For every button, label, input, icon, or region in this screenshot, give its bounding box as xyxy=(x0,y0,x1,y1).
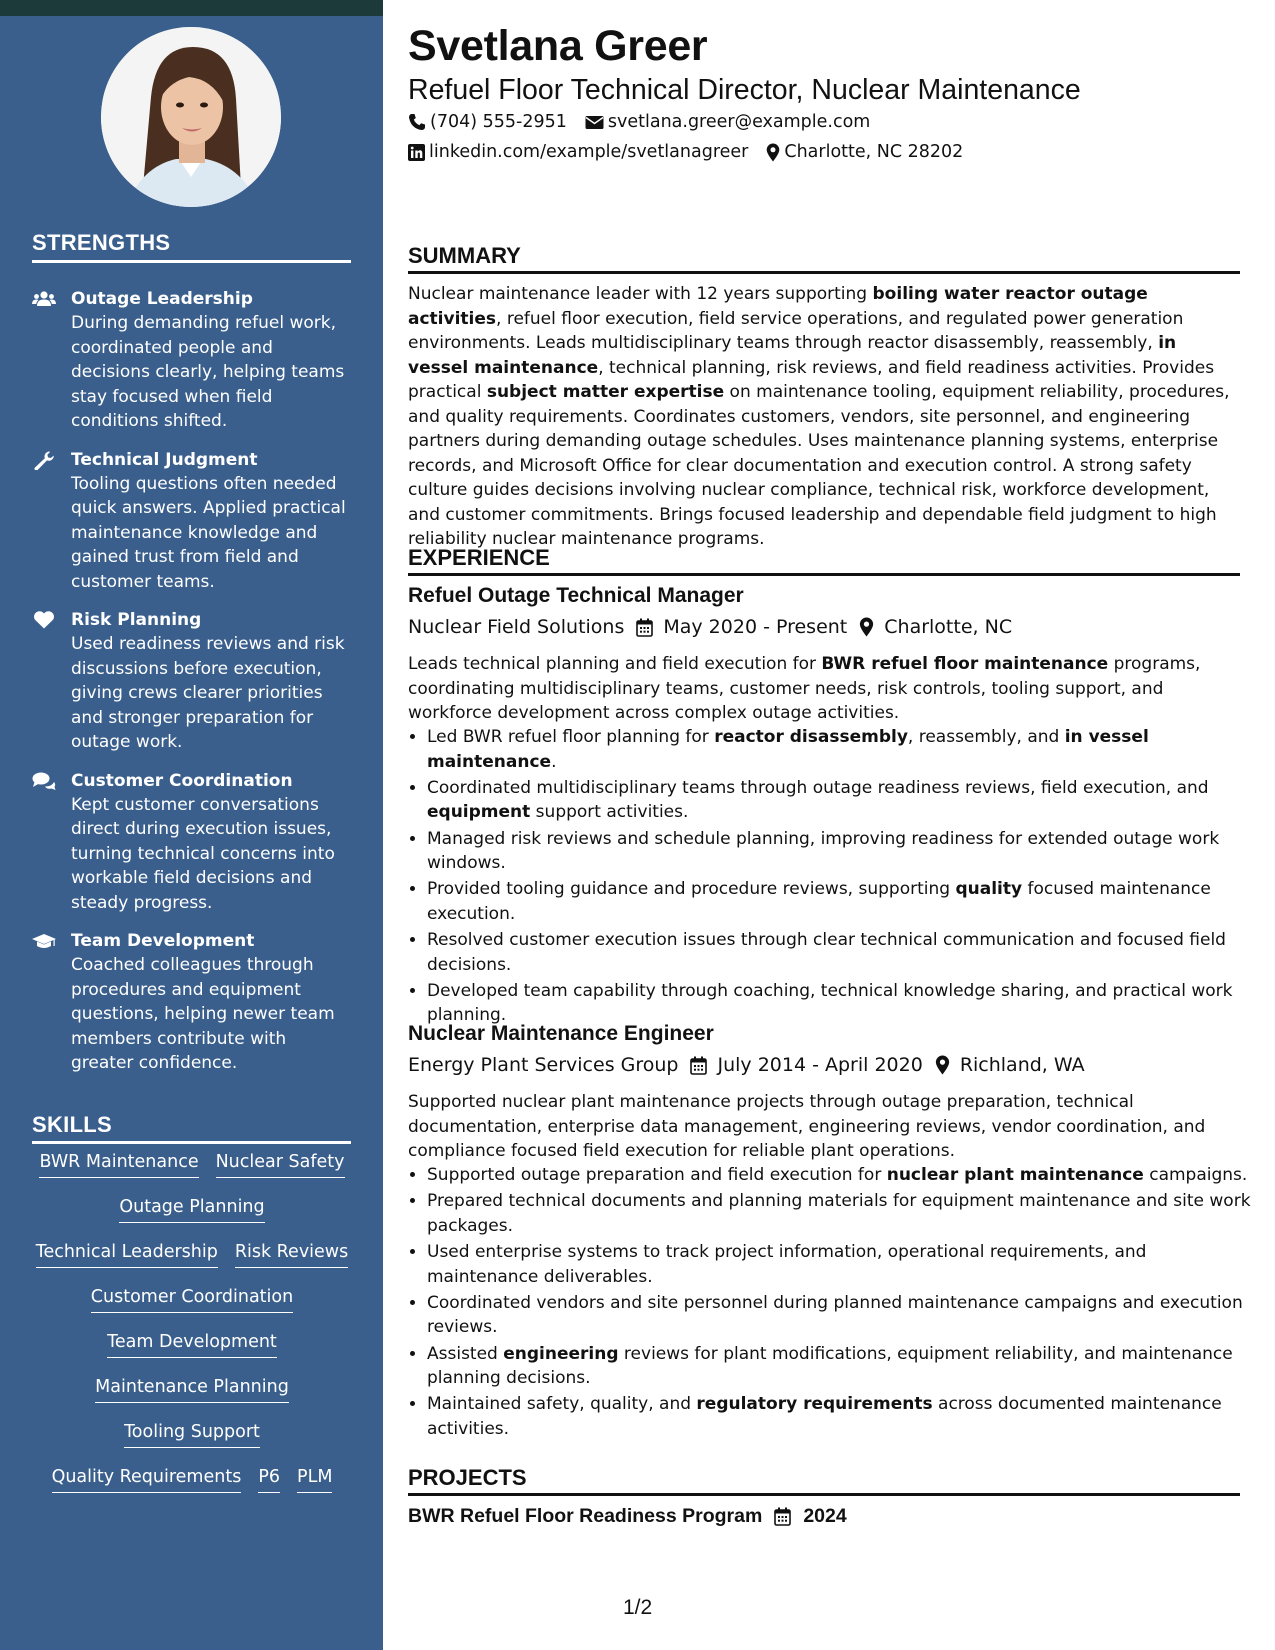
skill-row xyxy=(32,1465,352,1510)
strength-description: Tooling questions often needed quick answers. Applied practical maintenance knowledge and gained trust from field and customer teams. xyxy=(71,473,346,592)
project-item xyxy=(408,1505,847,1528)
skill-row xyxy=(32,1420,352,1465)
map-pin-icon xyxy=(935,1055,950,1075)
wrench-icon xyxy=(32,450,56,470)
graduation-cap-icon xyxy=(32,931,56,951)
location-text: Richland, WA xyxy=(959,1054,1085,1076)
calendar-icon xyxy=(636,618,653,637)
project-title: BWR Refuel Floor Readiness Program xyxy=(408,1505,763,1527)
linkedin-contact[interactable] xyxy=(408,142,748,162)
candidate-name: Svetlana Greer xyxy=(408,22,708,70)
phone-text: (704) 555-2951 xyxy=(430,112,567,132)
strength-item xyxy=(32,287,352,434)
skill-tag: Nuclear Safety xyxy=(216,1150,345,1178)
map-pin-icon xyxy=(766,143,780,162)
strength-title: Outage Leadership xyxy=(71,289,253,309)
location-contact xyxy=(766,142,963,162)
skills-list xyxy=(32,1150,352,1510)
job-intro: Supported nuclear plant maintenance projects through outage preparation, technical documentation, enterprise data management, engineering reviews, vendor coordination, and compliance focused field execution for reliable plant operations. xyxy=(408,1092,1206,1161)
bullet-item: • Coordinated vendors and site personnel during planned maintenance campaigns and execution reviews. xyxy=(427,1291,1259,1340)
strength-description: Coached colleagues through procedures and equipment questions, helping newer team members contribute with greater confidence. xyxy=(71,955,335,1073)
comments-icon xyxy=(32,771,56,791)
strengths-list xyxy=(32,287,352,1090)
page-number: 1/2 xyxy=(623,1596,653,1619)
skill-tag: BWR Maintenance xyxy=(39,1150,198,1178)
email-contact[interactable] xyxy=(585,112,870,132)
strengths-heading: STRENGTHS xyxy=(32,230,171,255)
skill-tag: Quality Requirements xyxy=(52,1465,242,1493)
skill-tag: Technical Leadership xyxy=(36,1240,218,1268)
skill-tag: Outage Planning xyxy=(119,1195,264,1223)
projects-heading: PROJECTS xyxy=(408,1465,527,1490)
bullet-item: • Managed risk reviews and schedule planning, improving readiness for extended outage work windows. xyxy=(427,827,1259,876)
skill-tag: Team Development xyxy=(107,1330,277,1358)
skill-tag: P6 xyxy=(258,1465,280,1493)
bullet-item: • Provided tooling guidance and procedure reviews, supporting quality focused maintenance execution. xyxy=(427,877,1259,926)
company-name: Nuclear Field Solutions xyxy=(408,616,625,638)
linkedin-text[interactable]: linkedin.com/example/svetlanagreer xyxy=(429,142,749,162)
skill-row xyxy=(32,1240,352,1285)
skill-tag: Tooling Support xyxy=(124,1420,260,1448)
email-text[interactable]: svetlana.greer@example.com xyxy=(607,112,871,132)
skill-tag: PLM xyxy=(297,1465,332,1493)
projects-divider xyxy=(408,1493,1240,1496)
bullet-item: • Developed team capability through coaching, technical knowledge sharing, and practical work planning. xyxy=(427,979,1259,1028)
strength-title: Customer Coordination xyxy=(71,770,293,791)
summary-text: Nuclear maintenance leader with 12 years supporting boiling water reactor outage activities, refuel floor execution, field service operations, and regulated power generation environments. Leads multidisciplinary teams through reactor disassembly, reassembly, in vessel maintenance, technical planning, risk reviews, and field readiness activities. Provides practical subject matter expertise on maintenance tooling, equipment reliability, procedures, and quality requirements. Coordinates customers, vendors, site personnel, and engineering partners during demanding outage schedules. Uses maintenance planning systems, enterprise records, and Microsoft Office for clear documentation and execution control. A strong safety culture guides decisions involving nuclear compliance, technical risk, workforce development, and customer commitments. Brings focused leadership and dependable field judgment to high reliability nuclear maintenance programs. xyxy=(408,284,1230,549)
candidate-role: Refuel Floor Technical Director, Nuclear Maintenance xyxy=(408,74,1081,106)
dates-text: July 2014 - April 2020 xyxy=(717,1054,923,1076)
summary-divider xyxy=(408,271,1240,274)
skills-divider xyxy=(32,1141,351,1144)
strength-item xyxy=(32,929,352,1076)
linkedin-icon xyxy=(408,144,425,161)
bullet-item: • Used enterprise systems to track project information, operational requirements, and maintenance deliverables. xyxy=(427,1240,1259,1289)
bullet-item: • Supported outage preparation and field execution for nuclear plant maintenance campaigns. xyxy=(427,1163,1259,1188)
sidebar-top-bar xyxy=(0,0,383,16)
skill-tag: Maintenance Planning xyxy=(95,1375,289,1403)
skill-row xyxy=(32,1330,352,1375)
skill-row xyxy=(32,1285,352,1330)
strength-title: Risk Planning xyxy=(71,610,202,630)
company-name: Energy Plant Services Group xyxy=(408,1054,679,1076)
project-year: 2024 xyxy=(803,1505,847,1527)
heart-icon xyxy=(32,610,56,630)
location-text: Charlotte, NC xyxy=(884,616,1013,638)
phone-contact xyxy=(408,112,567,132)
profile-photo xyxy=(101,27,281,207)
job-title: Nuclear Maintenance Engineer xyxy=(408,1022,714,1045)
job-dates xyxy=(636,616,847,638)
contact-row xyxy=(408,112,870,132)
bullet-item: • Assisted engineering reviews for plant modifications, equipment reliability, and maintenance planning decisions. xyxy=(427,1342,1259,1391)
users-icon xyxy=(32,289,56,309)
skill-row xyxy=(32,1150,352,1195)
calendar-icon xyxy=(774,1507,791,1526)
strength-item xyxy=(32,769,352,916)
bullet-item: • Coordinated multidisciplinary teams through outage readiness reviews, field execution, and equipment support activities. xyxy=(427,776,1259,825)
strengths-divider xyxy=(32,260,351,263)
job-location xyxy=(859,616,1012,638)
phone-icon xyxy=(408,113,426,131)
strength-description: Kept customer conversations direct during execution issues, turning technical concerns into workable field decisions and steady progress. xyxy=(71,794,335,913)
strength-item xyxy=(32,608,352,755)
skill-row xyxy=(32,1375,352,1420)
location-text: Charlotte, NC 28202 xyxy=(784,142,964,162)
job-meta xyxy=(408,1054,1085,1076)
skills-heading: SKILLS xyxy=(32,1112,113,1137)
strength-description: During demanding refuel work, coordinated people and decisions clearly, helping teams stay focused when field conditions shifted. xyxy=(71,313,345,431)
job-bullets xyxy=(408,725,1259,1030)
calendar-icon xyxy=(690,1056,707,1075)
job-dates xyxy=(690,1054,922,1076)
experience-divider xyxy=(408,573,1240,576)
envelope-icon xyxy=(585,115,604,130)
map-pin-icon xyxy=(859,617,874,637)
job-intro: Leads technical planning and field execution for BWR refuel floor maintenance programs, coordinating multidisciplinary teams, customer needs, risk controls, tooling support, and workforce development across complex outage activities. xyxy=(408,654,1201,723)
skill-tag: Customer Coordination xyxy=(91,1285,293,1313)
job-meta xyxy=(408,616,1012,638)
bullet-item: • Maintained safety, quality, and regulatory requirements across documented maintenance activities. xyxy=(427,1392,1259,1441)
strength-title: Technical Judgment xyxy=(71,449,258,470)
job-location xyxy=(935,1054,1085,1076)
skill-tag: Risk Reviews xyxy=(235,1240,348,1268)
experience-heading: EXPERIENCE xyxy=(408,545,550,570)
summary-heading: SUMMARY xyxy=(408,243,521,268)
contact-row xyxy=(408,142,963,162)
bullet-item: • Resolved customer execution issues through clear technical communication and focused field decisions. xyxy=(427,928,1259,977)
bullet-item: • Led BWR refuel floor planning for reactor disassembly, reassembly, and in vessel maintenance. xyxy=(427,725,1259,774)
strength-description: Used readiness reviews and risk discussions before execution, giving crews clearer priorities and stronger preparation for outage work. xyxy=(71,634,345,752)
strength-title: Team Development xyxy=(71,931,255,951)
strength-item xyxy=(32,448,352,595)
dates-text: May 2020 - Present xyxy=(663,616,848,638)
job-title: Refuel Outage Technical Manager xyxy=(408,584,744,607)
bullet-item: • Prepared technical documents and planning materials for equipment maintenance and site work packages. xyxy=(427,1189,1259,1238)
job-bullets xyxy=(408,1163,1259,1443)
skill-row xyxy=(32,1195,352,1240)
